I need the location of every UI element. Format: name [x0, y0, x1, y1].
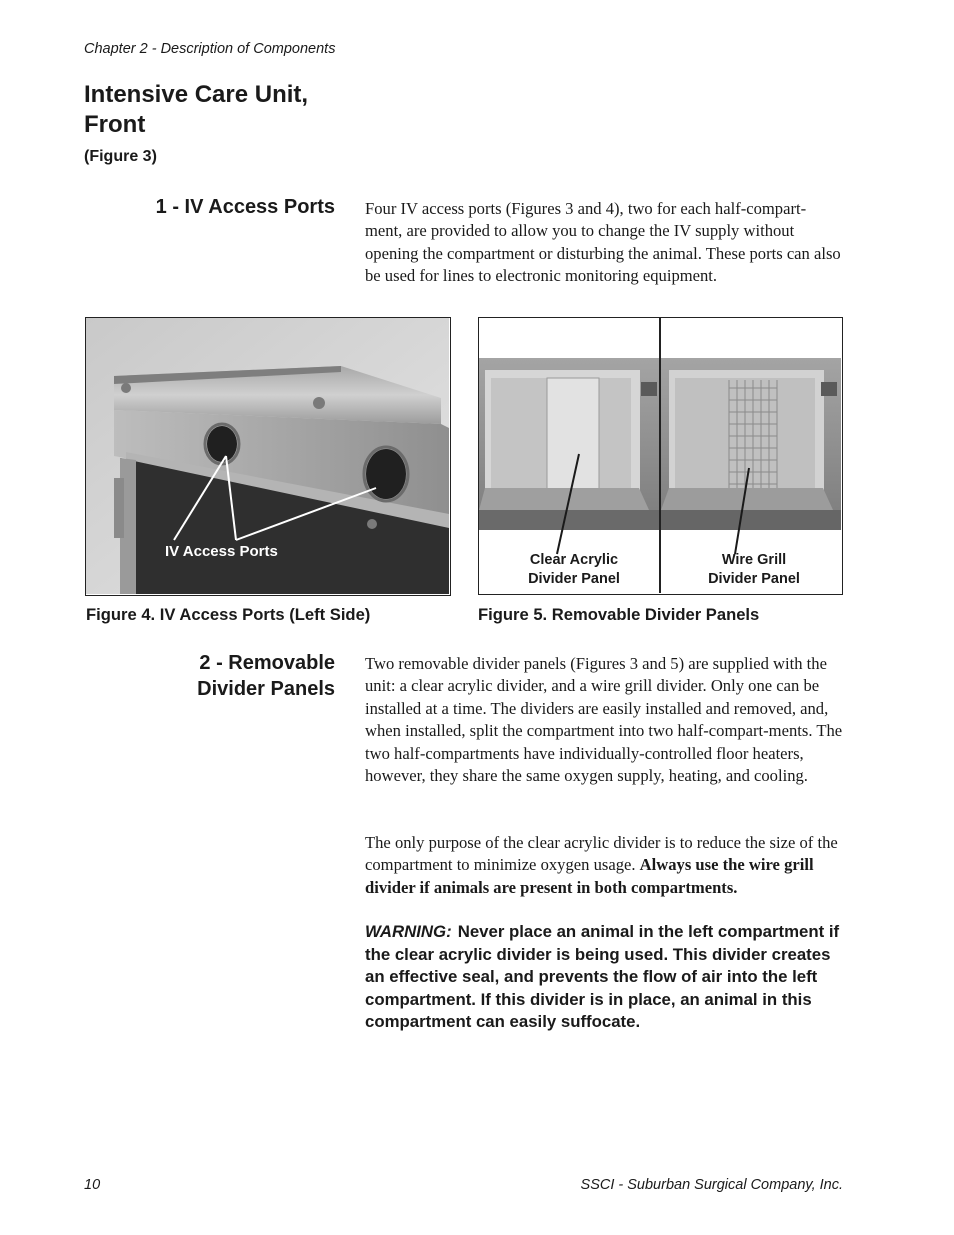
section-2-heading [84, 650, 335, 702]
title-line-2: Front [84, 111, 146, 138]
clear-acrylic-label [499, 551, 649, 589]
figure-4-caption: Figure 4. IV Access Ports (Left Side) [86, 605, 371, 624]
warning-notice [365, 921, 843, 1034]
title-line-1: Intensive Care Unit, [84, 81, 309, 108]
page-title [84, 80, 384, 140]
section-2-paragraph-1: Two removable divider panels (Figures 3 and 5) are supplied with the unit: a clear acrylic divider, and a wire grill divider. Only one can be installed at a time. The dividers are easily installed and removed, and, when installed, split the compartment into two half-compart-ments. The two half-compartments have individually-controlled floor heaters, however, they share the same oxygen supply, heating, and cooling. [365, 654, 843, 786]
wire-grill-label-line-1: Wire Grill [721, 552, 787, 568]
clear-acrylic-label-line-1: Clear Acrylic [529, 552, 619, 568]
section-2-paragraph-2 [365, 832, 843, 899]
clear-acrylic-label-line-2: Divider Panel [528, 571, 620, 587]
running-header: Chapter 2 - Description of Components [84, 41, 336, 57]
figure-5-photo [478, 317, 843, 595]
title-figure-reference: (Figure 3) [84, 148, 157, 165]
warning-text: Never place an animal in the left compartment if the clear acrylic divider is being used. This divider creates an effective seal, and prevents the flow of air into the left compartment. If this divider is in place, an animal in this compartment can easily suffocate. [365, 922, 840, 1032]
figure-5-caption: Figure 5. Removable Divider Panels [478, 605, 760, 624]
iv-ports-label: IV Access Ports [165, 543, 278, 560]
section-1-heading: 1 - IV Access Ports [155, 196, 335, 218]
warning-label: WARNING: [365, 922, 452, 941]
section-2-heading-line-2: Divider Panels [197, 678, 335, 700]
page-number: 10 [84, 1177, 101, 1193]
section-2-heading-line-1: 2 - Removable [199, 652, 335, 674]
section-1-body: Four IV access ports (Figures 3 and 4), two for each half-compart-ment, are provided to allow you to change the IV supply without opening the compartment or disturbing the animal. These ports can also be used for lines to electronic monitoring equipment. [365, 199, 841, 286]
wire-grill-label [679, 551, 829, 589]
wire-grill-label-line-2: Divider Panel [708, 571, 800, 587]
section-2-paragraph-2-emphasis: Always use the wire grill divider if animals are present in both compartments. [365, 855, 814, 897]
figure-4-photo [85, 317, 451, 596]
section-2-paragraph-2-text: The only purpose of the clear acrylic divider is to reduce the size of the compartment to minimize oxygen usage. [365, 833, 838, 875]
running-footer: SSCI - Suburban Surgical Company, Inc. [580, 1177, 843, 1193]
